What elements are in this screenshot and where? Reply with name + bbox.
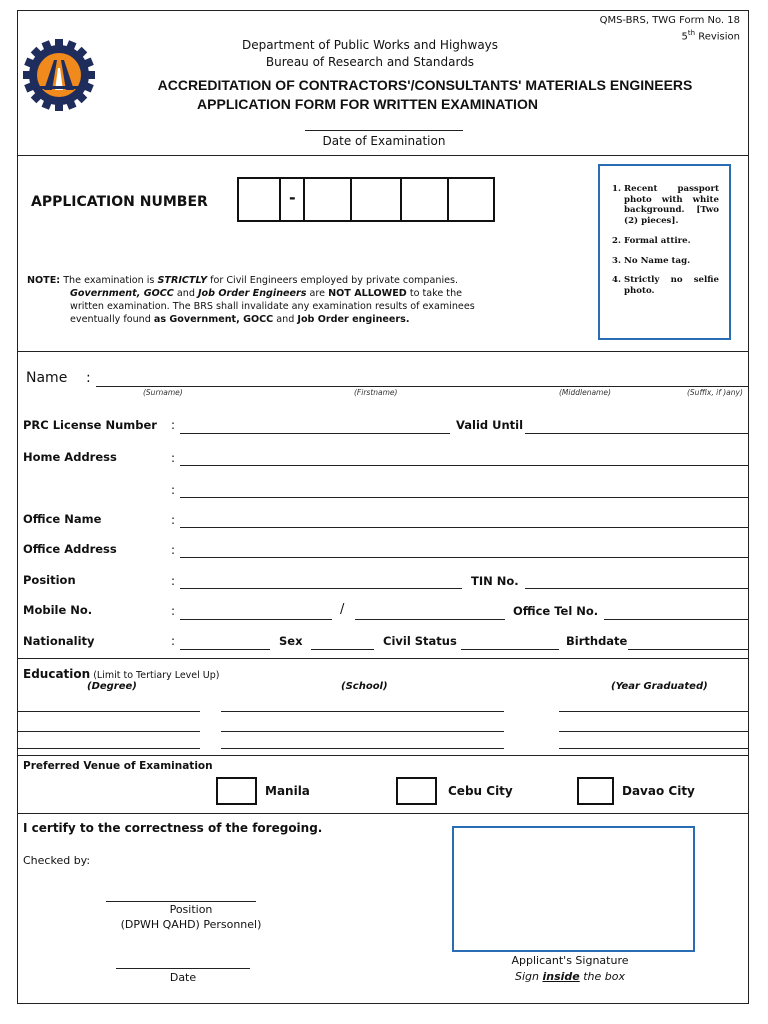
- middlename-caption: (Middlename): [559, 388, 611, 397]
- applicant-signature-box[interactable]: [452, 826, 695, 952]
- photo-requirement-item: 1. Recent passport photo with white background. [Two (2) pieces].: [624, 184, 719, 227]
- photo-requirement-item: 2. Formal attire.: [624, 236, 719, 247]
- divider-personal: [17, 658, 749, 659]
- office-address-label: Office Address: [23, 542, 117, 556]
- venue-davao-label: Davao City: [622, 784, 695, 798]
- bureau-name: Bureau of Research and Standards: [265, 55, 475, 69]
- form-title-line1: ACCREDITATION OF CONTRACTORS'/CONSULTANTS' MATERIALS ENGINEERS: [157, 77, 693, 93]
- venue-manila-label: Manila: [265, 784, 310, 798]
- valid-until-input[interactable]: [525, 433, 749, 434]
- degree-input-1[interactable]: [18, 711, 200, 712]
- school-caption: (School): [341, 681, 388, 692]
- education-note: (Limit to Tertiary Level Up): [90, 670, 220, 681]
- note-text-3: to take the written examination. The BRS shall invalidate any examination results of examinees eventually found: [70, 288, 475, 325]
- school-input-3[interactable]: [221, 748, 504, 749]
- note-text-1: The examination is: [63, 275, 158, 286]
- date-of-exam-line[interactable]: [305, 130, 463, 131]
- checker-personnel-label: (DPWH QAHD) Personnel): [120, 918, 262, 931]
- application-number-box-6[interactable]: [447, 177, 495, 222]
- birthdate-label: Birthdate: [566, 634, 628, 648]
- divider-application: [17, 351, 749, 352]
- venue-cebu-label: Cebu City: [448, 784, 513, 798]
- position-label: Position: [23, 573, 76, 587]
- date-of-exam-label: Date of Examination: [322, 134, 446, 148]
- photo-requirements-box: [598, 164, 731, 340]
- photo-requirement-item: 3. No Name tag.: [624, 256, 719, 267]
- civil-status-label: Civil Status: [383, 634, 457, 648]
- photo-requirement-item: 4. Strictly no selfie photo.: [624, 275, 719, 296]
- checked-by-label: Checked by:: [23, 854, 91, 867]
- office-name-label: Office Name: [23, 512, 102, 526]
- home-address-label: Home Address: [23, 450, 117, 464]
- revision-sup: th: [687, 29, 696, 37]
- name-colon: :: [86, 370, 91, 386]
- application-number-box-4[interactable]: [350, 177, 402, 222]
- application-number-box-3[interactable]: [303, 177, 352, 222]
- prc-license-label: PRC License Number: [23, 418, 157, 432]
- mobile-input-1[interactable]: [180, 619, 332, 620]
- venue-label: Preferred Venue of Examination: [23, 760, 213, 772]
- photo-requirements-list: [606, 184, 719, 297]
- home-address-input-2[interactable]: [180, 497, 749, 498]
- office-name-input[interactable]: [180, 527, 749, 528]
- note-strictly: STRICTLY: [157, 275, 208, 286]
- office-address-colon: :: [171, 543, 176, 557]
- dpwh-logo: [22, 38, 96, 112]
- office-tel-label: Office Tel No.: [513, 604, 599, 618]
- degree-input-2[interactable]: [18, 731, 200, 732]
- office-address-input[interactable]: [180, 557, 749, 558]
- home-address-colon: :: [171, 451, 176, 465]
- mobile-colon: :: [171, 604, 176, 618]
- note-and-2: and: [273, 314, 298, 325]
- prc-license-input[interactable]: [180, 433, 450, 434]
- note-gov: Government, GOCC: [70, 288, 174, 299]
- note-bold-end-2: Job Order engineers.: [297, 314, 410, 325]
- office-name-colon: :: [171, 513, 176, 527]
- checker-signature-line[interactable]: [106, 901, 256, 902]
- divider-header: [17, 155, 749, 156]
- position-colon: :: [171, 574, 176, 588]
- revision-label: Revision: [695, 31, 740, 43]
- sex-input[interactable]: [311, 649, 374, 650]
- venue-cebu-checkbox[interactable]: [396, 777, 437, 805]
- valid-until-label: Valid Until: [456, 418, 524, 432]
- mobile-slash: /: [340, 602, 345, 617]
- school-input-2[interactable]: [221, 731, 504, 732]
- degree-caption: (Degree): [87, 681, 137, 692]
- checker-date-line[interactable]: [116, 968, 250, 969]
- note-not-allowed: NOT ALLOWED: [328, 288, 407, 299]
- mobile-label: Mobile No.: [23, 603, 93, 617]
- sign-inside-instruction: [470, 970, 670, 983]
- birthdate-input[interactable]: [628, 649, 749, 650]
- year-input-3[interactable]: [559, 748, 749, 749]
- position-input[interactable]: [180, 588, 462, 589]
- checker-position-label: Position: [169, 903, 213, 916]
- dpwh-gear-logo-icon: [22, 38, 96, 112]
- sign-pre: Sign: [514, 970, 543, 983]
- prc-colon: :: [171, 418, 176, 432]
- surname-caption: (Surname): [143, 388, 183, 397]
- checker-date-label: Date: [169, 971, 197, 984]
- year-graduated-caption: (Year Graduated): [611, 681, 708, 692]
- school-input-1[interactable]: [221, 711, 504, 712]
- form-number-text: QMS-BRS, TWG Form No. 18: [599, 15, 740, 26]
- mobile-input-2[interactable]: [355, 619, 505, 620]
- note-bold-end-1: as Government, GOCC: [153, 314, 274, 325]
- venue-davao-checkbox[interactable]: [577, 777, 614, 805]
- civil-status-input[interactable]: [461, 649, 559, 650]
- department-name: Department of Public Works and Highways: [241, 38, 499, 52]
- education-label: Education: [23, 667, 91, 681]
- revision-number: 5: [681, 31, 688, 43]
- name-input-line[interactable]: [96, 386, 748, 387]
- application-number-box-1[interactable]: [237, 177, 281, 222]
- applicant-signature-label: Applicant's Signature: [511, 954, 629, 967]
- tin-label: TIN No.: [471, 574, 519, 588]
- name-label: Name: [26, 370, 68, 386]
- suffix-caption: (Suffix, if )any): [687, 388, 743, 397]
- application-number-box-5[interactable]: [400, 177, 449, 222]
- education-heading: [23, 663, 220, 682]
- note-are: are: [306, 288, 329, 299]
- certification-statement: I certify to the correctness of the foregoing.: [23, 821, 323, 835]
- note-joe: Job Order Engineers: [197, 288, 307, 299]
- sign-inside: inside: [542, 970, 580, 983]
- application-number-label: APPLICATION NUMBER: [31, 194, 208, 210]
- sex-label: Sex: [279, 634, 303, 648]
- revision-text: [560, 27, 740, 43]
- exam-note: [27, 274, 497, 326]
- nationality-label: Nationality: [23, 634, 95, 648]
- form-number: [560, 14, 740, 43]
- divider-venue: [17, 813, 749, 814]
- year-input-2[interactable]: [559, 731, 749, 732]
- home-address-colon-2: :: [171, 483, 176, 497]
- form-title-line2: APPLICATION FORM FOR WRITTEN EXAMINATION: [197, 96, 538, 112]
- note-label: NOTE:: [27, 275, 61, 286]
- degree-input-3[interactable]: [18, 748, 200, 749]
- note-line-2: [27, 287, 497, 326]
- note-and: and: [173, 288, 198, 299]
- nationality-colon: :: [171, 634, 176, 648]
- tin-input[interactable]: [525, 588, 749, 589]
- home-address-input-1[interactable]: [180, 465, 749, 466]
- application-number-dash: -: [289, 188, 296, 207]
- venue-manila-checkbox[interactable]: [216, 777, 257, 805]
- year-input-1[interactable]: [559, 711, 749, 712]
- sign-post: the box: [579, 970, 626, 983]
- office-tel-input[interactable]: [604, 619, 749, 620]
- note-text-2: for Civil Engineers employed by private companies.: [207, 275, 459, 286]
- nationality-input[interactable]: [180, 649, 270, 650]
- firstname-caption: (Firstname): [354, 388, 398, 397]
- divider-education: [17, 755, 749, 756]
